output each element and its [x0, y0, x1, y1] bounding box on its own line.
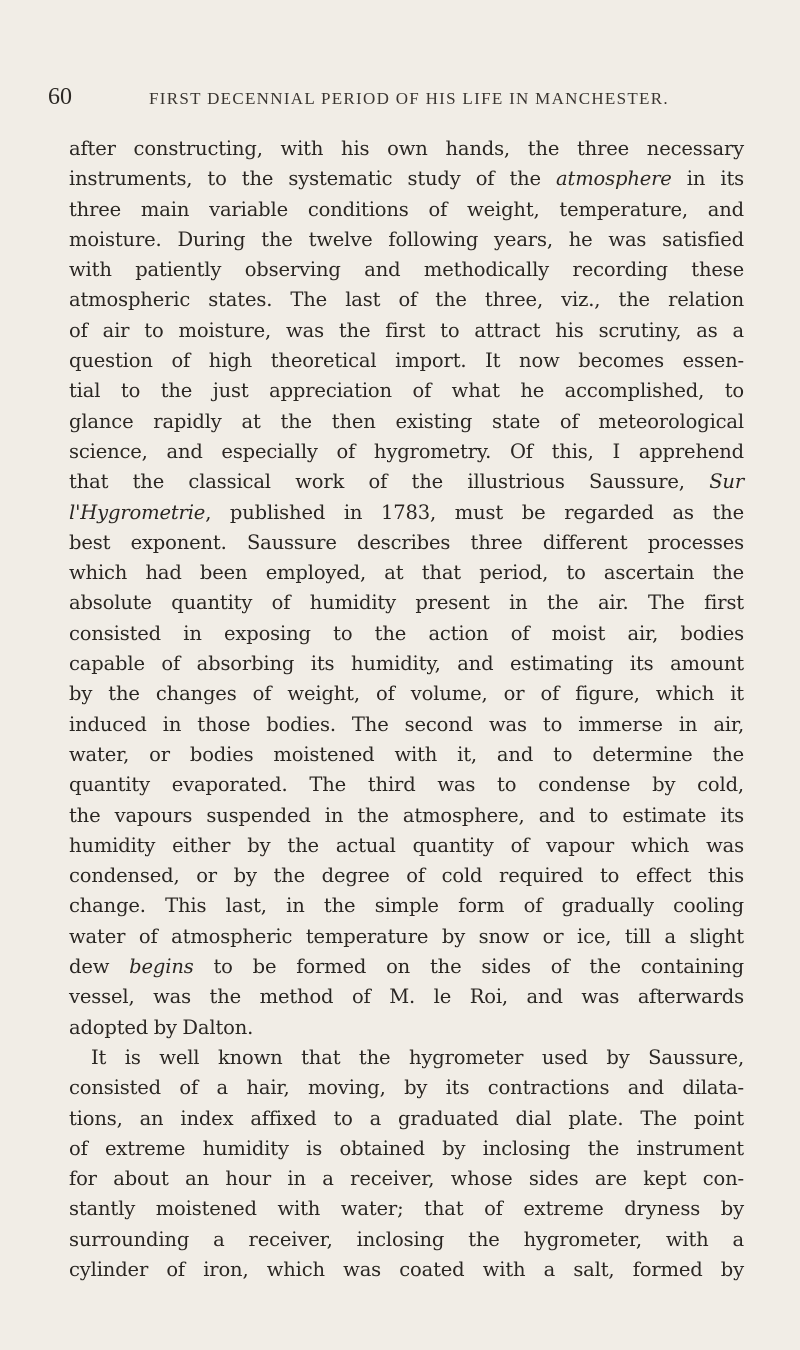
text-line: the vapours suspended in the atmosphere, and to estimate its — [69, 803, 744, 827]
body-text — [69, 134, 744, 1285]
text-line: which had been employed, at that period, to ascertain the — [69, 561, 744, 585]
text-line: moisture. During the twelve following years, he was satisfied — [69, 227, 744, 251]
text-line: l'Hygrometrie, published in 1783, must be regarded as the — [69, 500, 744, 524]
italic-text: begins — [129, 955, 194, 979]
text-line: glance rapidly at the then existing state of meteorological — [69, 409, 744, 433]
text-line: atmospheric states. The last of the three, viz., the relation — [69, 288, 744, 312]
text-line: humidity either by the actual quantity of vapour which was — [69, 833, 744, 857]
text-line: by the changes of weight, of volume, or of figure, which it — [69, 682, 744, 706]
text-line: tions, an index affixed to a graduated dial plate. The point — [69, 1106, 744, 1130]
text-line: vessel, was the method of M. le Roi, and was afterwards — [69, 985, 744, 1009]
page-number: 60 — [48, 84, 72, 110]
text-line: science, and especially of hygrometry. Of this, I apprehend — [69, 439, 744, 463]
text-line: with patiently observing and methodically recording these — [69, 258, 744, 282]
text-line: consisted in exposing to the action of moist air, bodies — [69, 621, 744, 645]
text-line: change. This last, in the simple form of gradually cooling — [69, 894, 744, 918]
text-line: of extreme humidity is obtained by inclosing the instrument — [69, 1136, 744, 1160]
text-line: instruments, to the systematic study of the atmosphere in its — [69, 167, 744, 191]
italic-text: atmosphere — [556, 167, 672, 191]
running-title: FIRST DECENNIAL PERIOD OF HIS LIFE IN MANCHESTER. — [149, 89, 669, 108]
text-line: tial to the just appreciation of what he accomplished, to — [69, 379, 744, 403]
text-line: adopted by Dalton. — [69, 1015, 254, 1039]
text-line: induced in those bodies. The second was to immerse in air, — [69, 712, 744, 736]
text-line: question of high theoretical import. It now becomes essen- — [69, 349, 744, 373]
running-head — [48, 84, 758, 114]
text-line: three main variable conditions of weight, temperature, and — [69, 197, 744, 221]
text-line: cylinder of iron, which was coated with a salt, formed by — [69, 1257, 744, 1281]
text-line: condensed, or by the degree of cold required to effect this — [69, 864, 744, 888]
text-line: after constructing, with his own hands, the three necessary — [69, 137, 744, 160]
text-line: It is well known that the hygrometer used by Saussure, — [91, 1045, 744, 1069]
text-line: for about an hour in a receiver, whose sides are kept con- — [69, 1167, 744, 1191]
text-line: capable of absorbing its humidity, and estimating its amount — [69, 652, 744, 676]
text-line: of air to moisture, was the first to attract his scrutiny, as a — [69, 318, 744, 342]
text-line: consisted of a hair, moving, by its contractions and dilata- — [69, 1076, 744, 1100]
text-line: water, or bodies moistened with it, and to determine the — [69, 742, 744, 766]
text-line: quantity evaporated. The third was to condense by cold, — [69, 773, 744, 797]
text-line: that the classical work of the illustrious Saussure, Sur — [69, 470, 744, 494]
italic-text: l'Hygrometrie — [69, 500, 206, 524]
text-line: surrounding a receiver, inclosing the hygrometer, with a — [69, 1227, 744, 1251]
text-line: best exponent. Saussure describes three different processes — [69, 530, 744, 554]
text-line: dew begins to be formed on the sides of the containing — [69, 955, 745, 979]
italic-text: Sur — [709, 470, 744, 494]
text-line: water of atmospheric temperature by snow or ice, till a slight — [69, 924, 744, 948]
text-line: stantly moistened with water; that of extreme dryness by — [69, 1197, 744, 1221]
text-line: absolute quantity of humidity present in the air. The first — [69, 591, 744, 615]
